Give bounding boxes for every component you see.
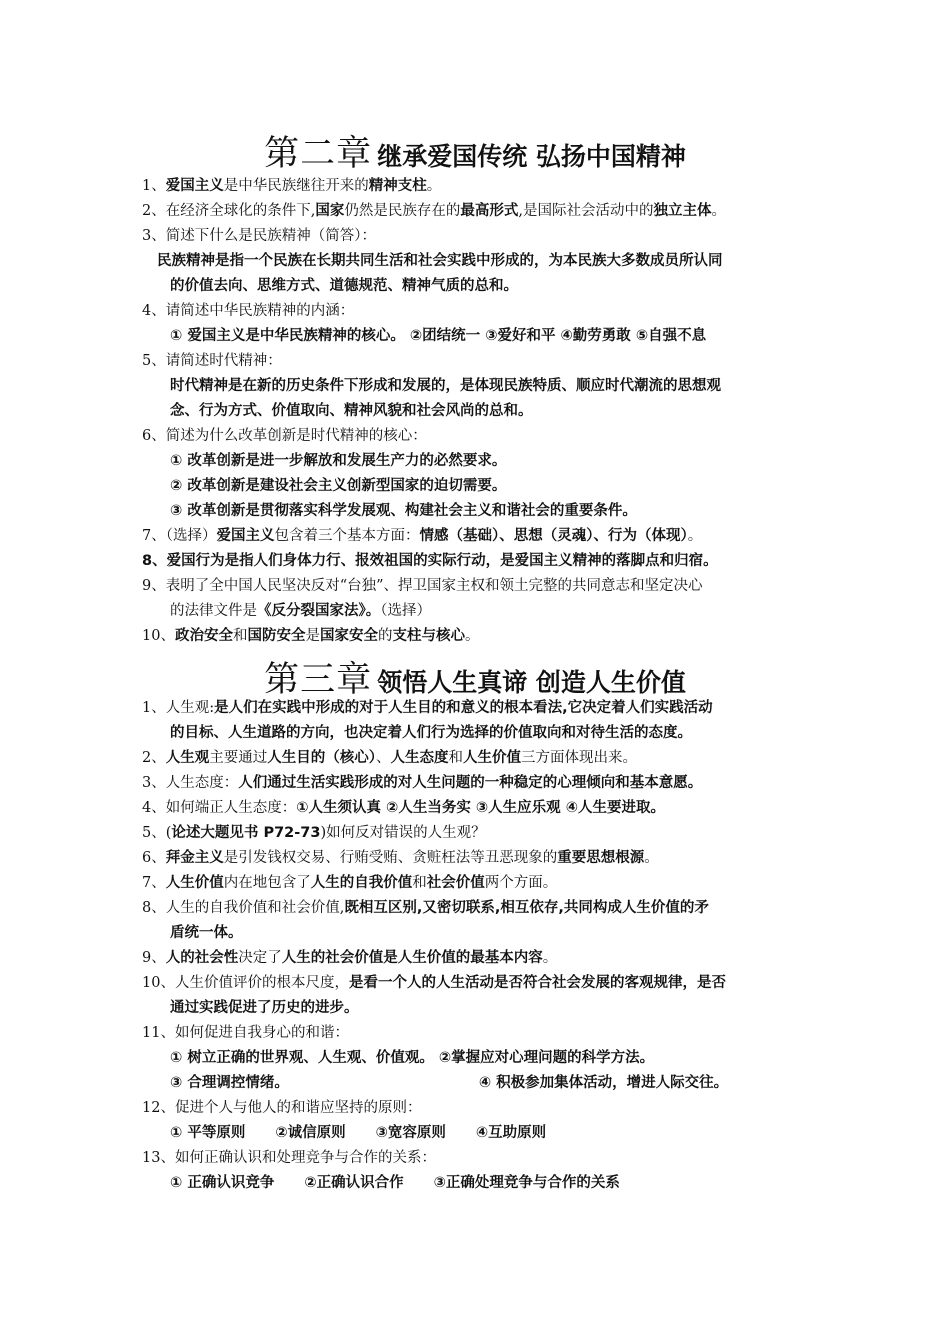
bold-text: 既相互区别,又密切联系,相互依存,共同构成人生价值的矛 [344,900,709,916]
text: 11、如何促进自我身心的和谐： [142,1025,349,1041]
bold-text: ③正确处理竞争与合作的关系 [433,1175,620,1191]
bold-text: 爱国主义 [165,178,224,194]
text: 5、( [142,825,172,841]
ch2-line-12 [170,451,840,471]
ch3-line-1 [142,698,812,718]
bold-text: 人生态度 [390,750,449,766]
bold-text: 独立主体 [653,203,712,219]
bold-text: 国家安全 [319,628,378,644]
ch2-line-14 [170,501,840,521]
ch2-line-2 [142,201,812,221]
ch2-line-6 [142,301,812,321]
text: 2、 [142,750,166,766]
ch3-line-14 [142,1023,812,1043]
text: 7、（选择） [142,528,217,544]
text: 、 [375,750,391,766]
text: 12、促进个人与他人的和谐应坚持的原则： [142,1100,422,1116]
ch2-line-7 [170,326,840,346]
text: 两个方面。 [484,875,558,891]
ch2-line-15 [142,526,812,546]
bold-text: ③ 合理调控情绪。 [170,1075,289,1091]
ch3-line-5 [142,798,812,818]
bold-text: ① 树立正确的世界观、人生观、价值观。 ②掌握应对心理问题的科学方法。 [170,1050,655,1066]
bold-text: ④ 积极参加集体活动，增进人际交往。 [478,1075,729,1091]
bold-text: 情感（基础）、思想（灵魂）、行为（体现） [419,528,688,544]
bold-text: 通过实践促进了历史的进步。 [170,1000,359,1016]
bold-text: ④互助原则 [475,1125,547,1141]
bold-text: ③宽容原则 [375,1125,446,1141]
text: 9、表明了全中国人民坚决反对“台独”、捍卫国家主权和领土完整的共同意志和坚定决心 [142,578,703,594]
bold-text: 人生价值 [462,750,521,766]
ch3-line-2 [170,723,840,743]
text: 仍然是民族存在的 [344,203,461,219]
bold-text: ① 正确认识竞争 [170,1175,275,1191]
text: 决定了 [238,950,282,966]
ch2-line-5 [170,276,840,296]
bold-text: 是人们在实践中形成的对于人生目的和意义的根本看法,它决定着人们实践活动 [214,700,713,716]
bold-text: 的价值去向、思维方式、道德规范、精神气质的总和。 [170,278,518,294]
ch2-line-4 [157,251,827,271]
ch3-line-8 [142,873,812,893]
text: 和 [448,750,463,766]
bold-text: ① 平等原则 [170,1125,246,1141]
text: 4、请简述中华民族精神的内涵： [142,303,355,319]
chapter-3-heading [0,652,950,702]
text: 。 [644,850,659,866]
chapter-3-title: 领悟人生真谛 创造人生价值 [377,668,686,697]
text: 的法律文件是 [170,603,257,619]
ch3-line-7 [142,848,812,868]
ch3-line-18 [170,1123,840,1143]
bold-text: 人生观 [165,750,210,766]
bold-text: 人的社会性 [165,950,239,966]
bold-text: 政治安全 [174,628,233,644]
text: 3、人生态度： [142,775,239,791]
bold-text: 人生价值 [165,875,224,891]
bold-text: 民族精神是指一个民族在长期共同生活和社会实践中形成的，为本民族大多数成员所认同 [157,253,723,269]
text: 三方面体现出来。 [520,750,637,766]
bold-text: 国家 [315,203,345,219]
bold-text: 人们通过生活实践形成的对人生问题的一种稳定的心理倾向和基本意愿。 [238,775,703,791]
chapter-3-number: 第三章 [264,660,373,700]
text: 10、人生价值评价的根本尺度， [142,975,349,991]
bold-text: 论述大题见书 P72-73 [171,825,321,841]
text: 内在地包含了 [223,875,311,891]
text: 3、简述下什么是民族精神（简答）： [142,228,376,244]
bold-text: ②正确认识合作 [304,1175,404,1191]
bold-text: 人生目的（核心） [267,750,376,766]
bold-text: 社会价值 [426,875,485,891]
ch3-line-17 [142,1098,812,1118]
ch2-line-16 [142,551,812,571]
bold-text: 的目标、人生道路的方向，也决定着人们行为选择的价值取向和对待生活的态度。 [170,725,692,741]
ch3-line-11 [142,948,812,968]
bold-text: 重要思想根源 [557,850,645,866]
ch2-line-11 [142,426,812,446]
bold-text: ③ 改革创新是贯彻落实科学发展观、构建社会主义和谐社会的重要条件。 [170,503,637,519]
ch3-line-9 [142,898,812,918]
bold-text: 精神支柱 [368,178,427,194]
bold-text: 人生的社会价值是人生价值的最基本内容 [281,950,543,966]
ch3-line-15 [170,1048,840,1068]
bold-text: 盾统一体。 [170,925,243,941]
ch2-line-8 [142,351,812,371]
text: 包含着三个基本方面： [274,528,420,544]
bold-text: ②诚信原则 [275,1125,346,1141]
text: 。 [687,528,703,544]
text: 的 [377,628,393,644]
bold-text: 时代精神是在新的历史条件下形成和发展的，是体现民族特质、顺应时代潮流的思想观 [170,378,721,394]
text: 主要通过 [209,750,268,766]
ch2-line-13 [170,476,840,496]
text: 。 [464,628,480,644]
ch3-line-10 [170,923,840,943]
bold-text: 拜金主义 [165,850,224,866]
ch3-line-20 [170,1173,840,1193]
text: （选择） [380,603,431,619]
text: 1、人生观: [142,700,215,716]
bold-text: 最高形式 [460,203,519,219]
text: 9、 [142,950,166,966]
text: 7、 [142,875,166,891]
ch3-line-4 [142,773,812,793]
text: 4、如何端正人生态度： [142,800,297,816]
ch2-line-1 [142,176,812,196]
text: 6、简述为什么改革创新是时代精神的核心： [142,428,427,444]
bold-text: ①人生须认真 ②人生当务实 ③人生应乐观 ④人生要进取。 [296,800,665,816]
chapter-2-number: 第二章 [264,134,373,174]
ch3-line-3 [142,748,812,768]
chapter-2-title: 继承爱国传统 弘扬中国精神 [377,142,686,171]
text: 1、 [142,178,166,194]
bold-text: 念、行为方式、价值取向、精神风貌和社会风尚的总和。 [170,403,533,419]
text: 10、 [142,628,175,644]
ch2-line-19 [142,626,812,646]
bold-text: 是看一个人的人生活动是否符合社会发展的客观规律，是否 [348,975,726,991]
text: ,是国际社会活动中的 [518,203,654,219]
ch2-line-18 [170,601,840,621]
ch2-line-10 [170,401,840,421]
text: 5、请简述时代精神： [142,353,282,369]
text: 。 [426,178,442,194]
bold-text: 8、爱国行为是指人们身体力行、报效祖国的实际行动，是爱国主义精神的落脚点和归宿。 [142,553,718,569]
ch3-line-19 [142,1148,812,1168]
text: 。 [542,950,558,966]
text: 和 [232,628,248,644]
text: 。 [711,203,726,219]
ch2-line-3 [142,226,812,246]
ch2-line-17 [142,576,812,596]
text: 8、人生的自我价值和社会价值, [142,900,345,916]
bold-text: 人生的自我价值 [310,875,413,891]
text: 是 [305,628,320,644]
bold-text: 《反分裂国家法》。 [257,603,381,619]
bold-text: ② 改革创新是建设社会主义创新型国家的迫切需要。 [170,478,507,494]
bold-text: 国防安全 [247,628,306,644]
bold-text: ① 爱国主义是中华民族精神的核心。 ②团结统一 ③爱好和平 ④勤劳勇敢 ⑤自强不息 [170,328,707,344]
text: 是引发钱权交易、行贿受贿、贪赃枉法等丑恶现象的 [223,850,558,866]
text: 2、在经济全球化的条件下, [142,203,316,219]
ch3-line-12 [142,973,812,993]
chapter-2-heading [0,126,950,176]
bold-text: ① 改革创新是进一步解放和发展生产力的必然要求。 [170,453,507,469]
text: 6、 [142,850,166,866]
text: 13、如何正确认识和处理竞争与合作的关系： [142,1150,436,1166]
ch2-line-9 [170,376,840,396]
ch3-line-13 [170,998,840,1018]
ch3-line-6 [142,823,812,843]
ch3-line-16 [170,1073,840,1093]
text: )如何反对错误的人生观？ [320,825,486,841]
text: 和 [412,875,427,891]
bold-text: 支柱与核心 [392,628,465,644]
text: 是中华民族继往开来的 [223,178,369,194]
bold-text: 爱国主义 [216,528,275,544]
